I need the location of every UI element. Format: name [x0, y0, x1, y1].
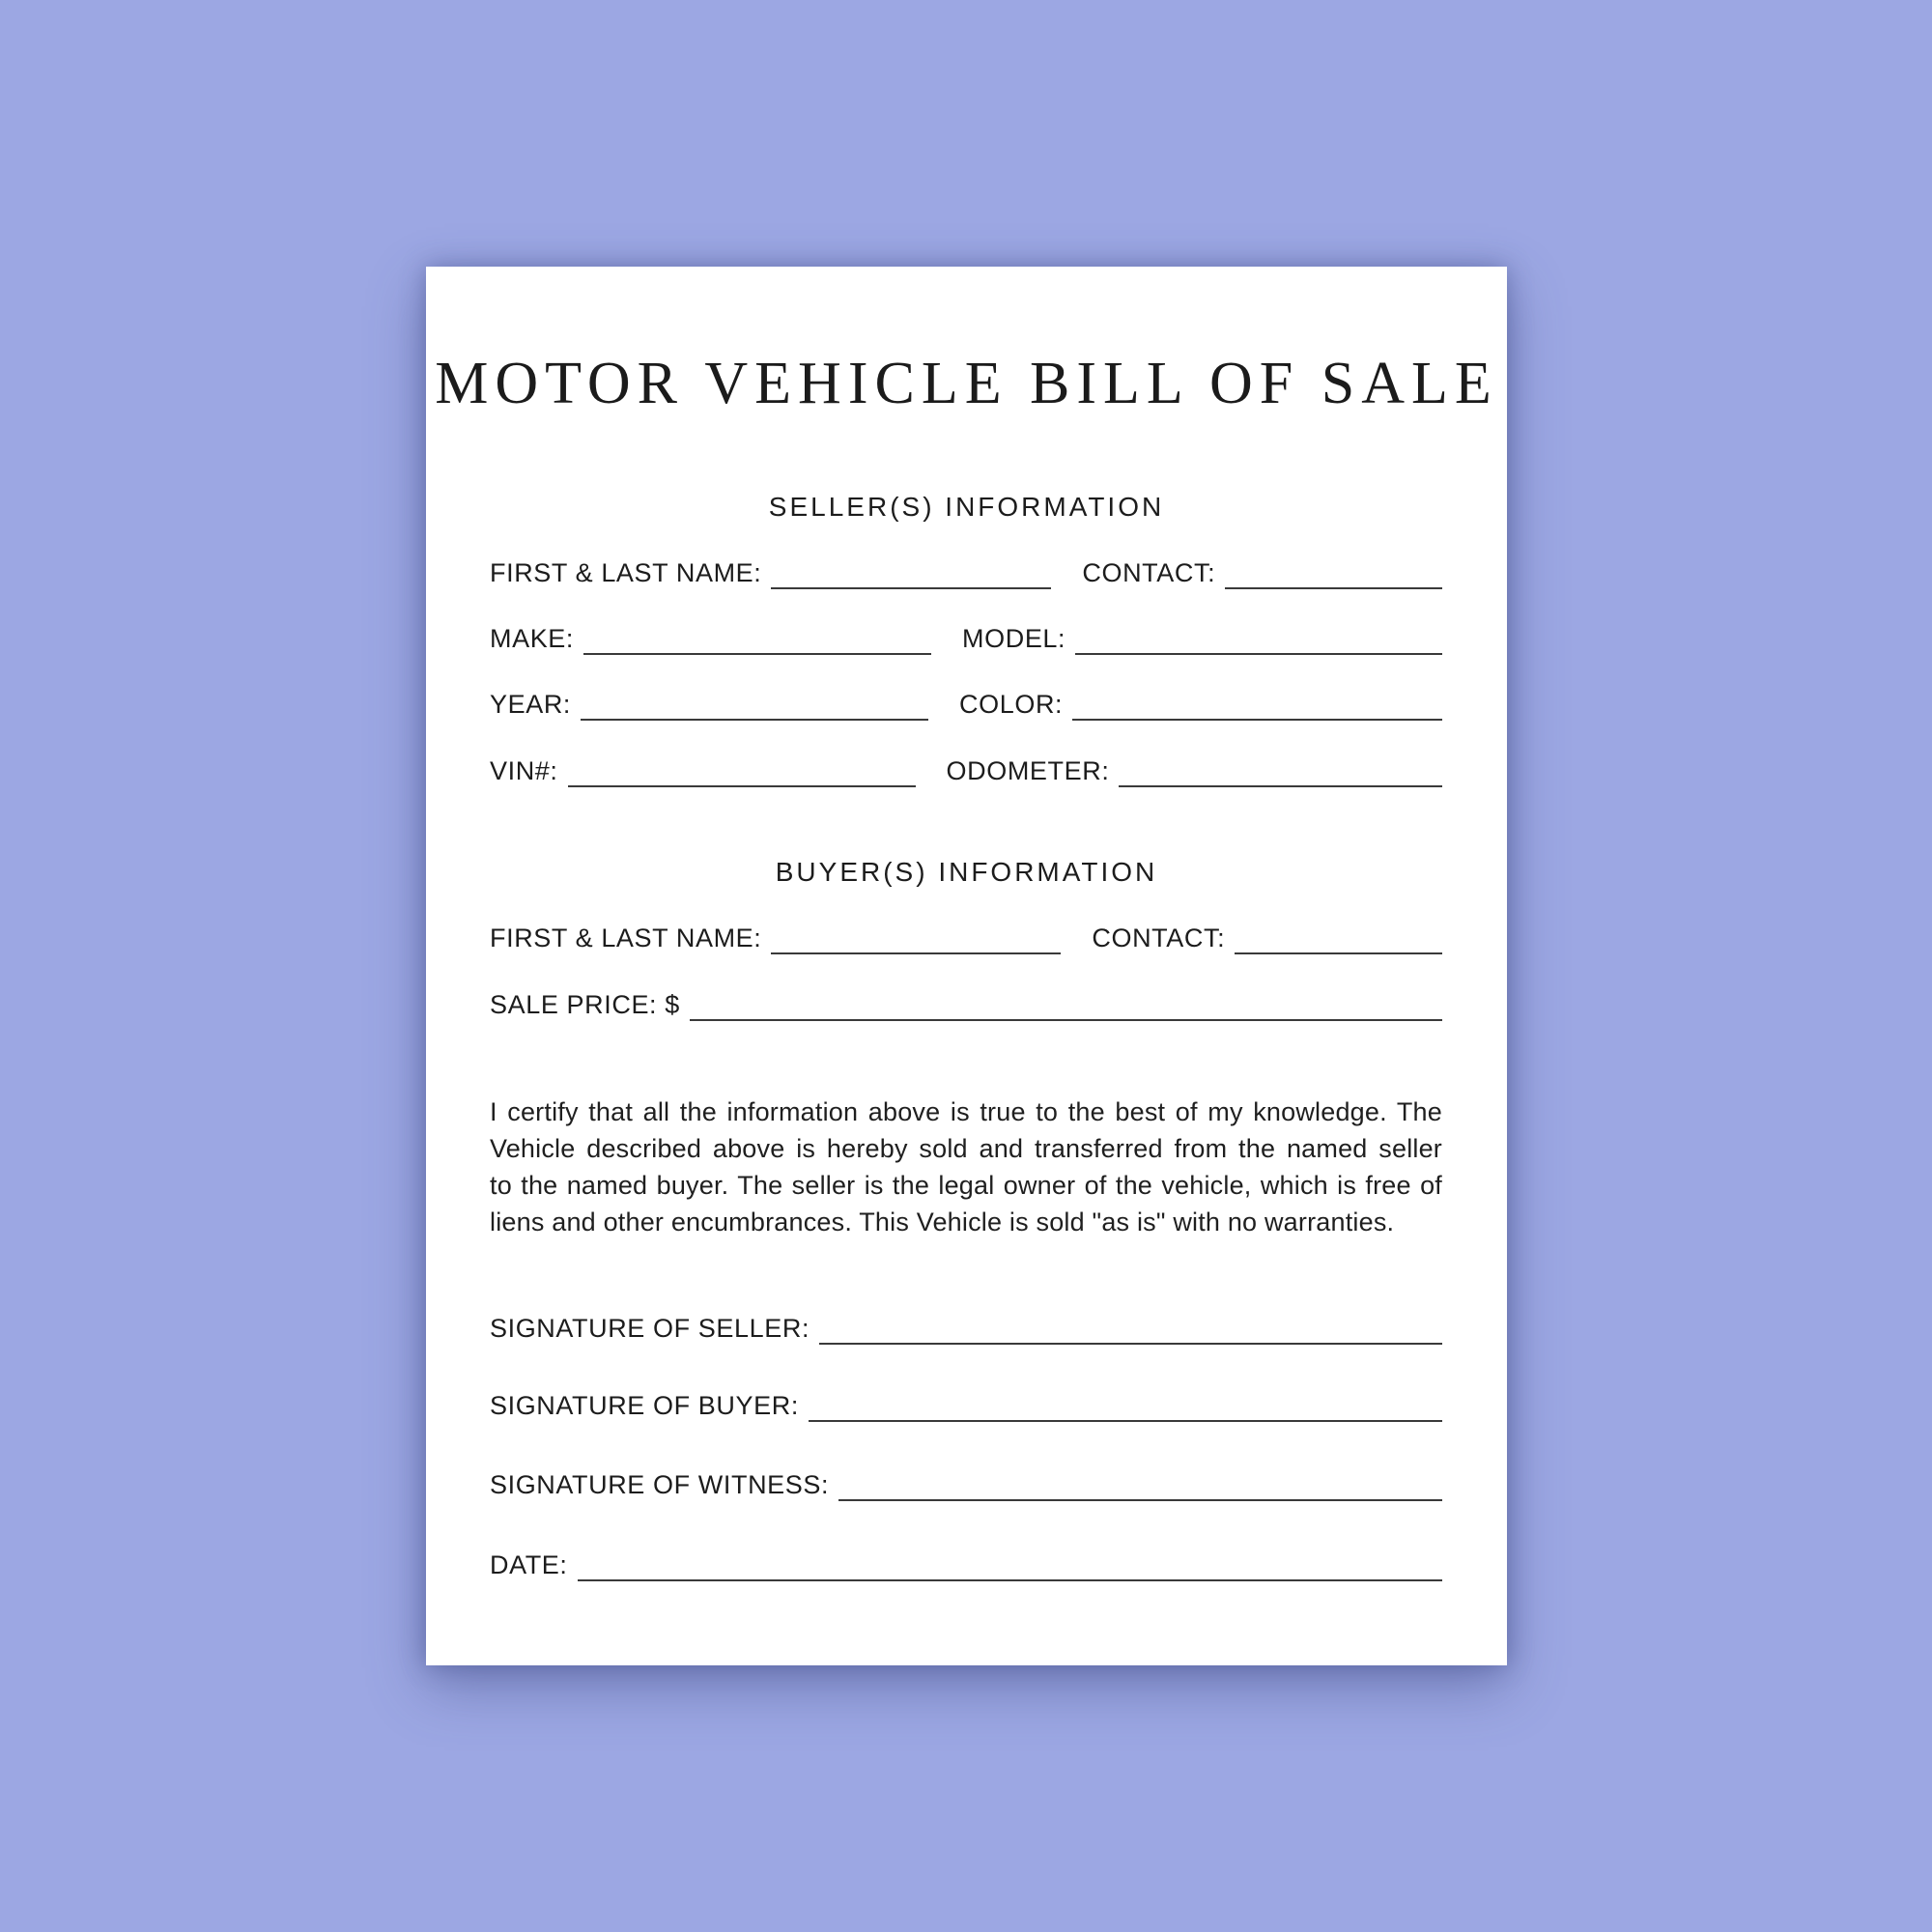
signature-witness-field[interactable] [838, 1466, 1442, 1501]
certification-line: I certify that all the information above is true to the best of my knowledge. The [490, 1097, 1442, 1126]
seller-contact-label: CONTACT: [1082, 558, 1216, 587]
odometer-label: ODOMETER: [946, 756, 1110, 785]
vehicle-color-field[interactable] [1072, 686, 1442, 721]
buyer-name-contact-row [490, 914, 1442, 954]
seller-section-heading: SELLER(S) INFORMATION [768, 492, 1165, 522]
signature-seller-label: SIGNATURE OF SELLER: [490, 1314, 810, 1343]
sale-price-field[interactable] [690, 986, 1442, 1021]
seller-name-field[interactable] [771, 554, 1051, 589]
buyer-contact-label: CONTACT: [1092, 923, 1226, 952]
seller-name-label: FIRST & LAST NAME: [490, 558, 762, 587]
signature-witness-label: SIGNATURE OF WITNESS: [490, 1470, 830, 1499]
vin-odometer-row [490, 747, 1442, 787]
seller-contact-field[interactable] [1225, 554, 1442, 589]
signature-seller-row [490, 1304, 1442, 1345]
model-label: MODEL: [962, 624, 1066, 653]
buyer-name-field[interactable] [771, 920, 1061, 954]
make-label: MAKE: [490, 624, 575, 653]
sale-price-row [490, 980, 1442, 1021]
certification-line: Vehicle described above is hereby sold and transferred from the named seller [490, 1134, 1442, 1163]
signature-seller-field[interactable] [819, 1310, 1442, 1345]
signature-buyer-field[interactable] [809, 1387, 1442, 1422]
vehicle-vin-field[interactable] [568, 753, 916, 787]
signature-witness-row [490, 1461, 1442, 1501]
date-label: DATE: [490, 1550, 568, 1579]
year-label: YEAR: [490, 690, 572, 719]
year-color-row [490, 680, 1442, 721]
color-label: COLOR: [959, 690, 1064, 719]
certification-line: to the named buyer. The seller is the legal owner of the vehicle, which is free of [490, 1171, 1442, 1200]
bill-of-sale-document [426, 267, 1507, 1665]
document-title: MOTOR VEHICLE BILL OF SALE [435, 351, 1498, 416]
vehicle-make-field[interactable] [583, 620, 931, 655]
make-model-row [490, 614, 1442, 655]
vin-label: VIN#: [490, 756, 558, 785]
certification-line: liens and other encumbrances. This Vehicle is sold "as is" with no warranties. [490, 1208, 1395, 1236]
certification-paragraph [490, 1094, 1442, 1240]
date-field[interactable] [578, 1547, 1442, 1581]
buyer-contact-field[interactable] [1235, 920, 1442, 954]
signature-buyer-row [490, 1381, 1442, 1422]
buyer-section-heading: BUYER(S) INFORMATION [775, 857, 1158, 887]
buyer-name-label: FIRST & LAST NAME: [490, 923, 762, 952]
vehicle-odometer-field[interactable] [1119, 753, 1442, 787]
seller-name-contact-row [490, 549, 1442, 589]
signature-buyer-label: SIGNATURE OF BUYER: [490, 1391, 799, 1420]
sale-price-label: SALE PRICE: $ [490, 990, 680, 1019]
vehicle-model-field[interactable] [1075, 620, 1442, 655]
date-row [490, 1541, 1442, 1581]
vehicle-year-field[interactable] [581, 686, 928, 721]
